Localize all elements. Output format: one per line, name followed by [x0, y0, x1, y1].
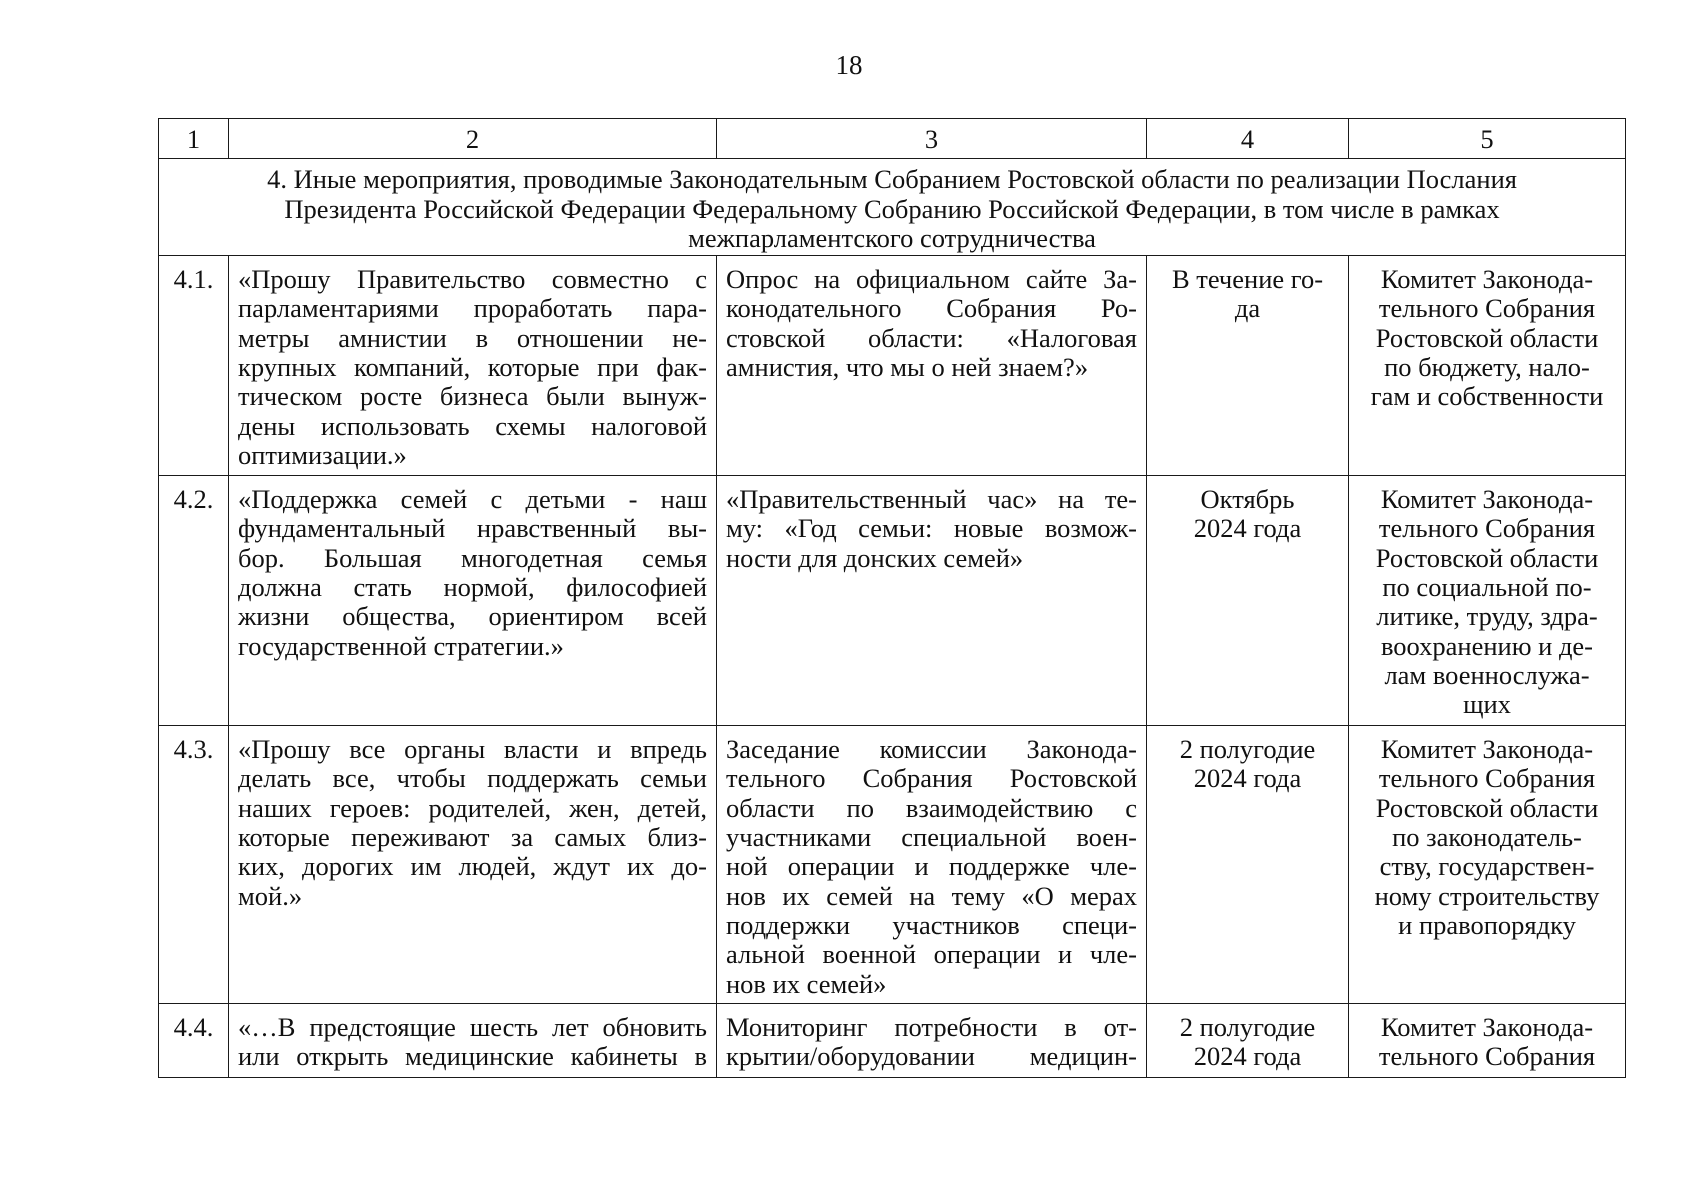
header-cell: 3 — [717, 119, 1147, 159]
responsible-line: Комитет Законода- — [1380, 484, 1594, 515]
quote-line: государственной стратегии.» — [238, 630, 564, 661]
section-title-line: 4. Иные мероприятия, проводимые Законодательным Собранием Ростовской области по реализации Послания — [267, 164, 1517, 195]
quote-line: бор. Большая многодетная семья — [238, 542, 707, 573]
responsible-line: по законодатель- — [1392, 822, 1582, 853]
event-line: участниками специальной воен- — [726, 822, 1137, 853]
event-line: му: «Год семьи: новые возмож- — [726, 513, 1137, 544]
responsible-line: Комитет Законода- — [1380, 1012, 1594, 1043]
section-row — [159, 159, 1626, 256]
quote-line: жизни общества, ориентиром всей — [238, 601, 707, 632]
term-line: 2 полугодие — [1179, 1012, 1316, 1043]
term-line: В течение го- — [1171, 264, 1324, 295]
event-line: тельного Собрания Ростовской — [726, 763, 1137, 794]
quote-line: которые переживают за самых близ- — [238, 822, 707, 853]
event-line: крытии/оборудовании медицин- — [726, 1041, 1137, 1072]
quote-line: «…В предстоящие шесть лет обновить — [238, 1012, 707, 1043]
responsible-line: Ростовской области — [1375, 792, 1599, 823]
row-number: 4.1. — [159, 256, 229, 476]
term-cell — [1147, 726, 1349, 1004]
quote-line: должна стать нормой, философией — [238, 572, 707, 603]
event-line: нов их семей» — [726, 968, 887, 999]
quote-line: «Прошу все органы власти и впредь — [238, 734, 707, 765]
quote-line: делать все, чтобы поддержать семьи — [238, 763, 707, 794]
event-line: Опрос на официальном сайте За- — [726, 264, 1137, 295]
section-title — [159, 159, 1626, 256]
table-row — [159, 256, 1626, 476]
table-row — [159, 476, 1626, 726]
event-cell — [717, 256, 1147, 476]
quote-line: дены использовать схемы налоговой — [238, 410, 707, 441]
responsible-line: Ростовской области — [1375, 542, 1599, 573]
row-number: 4.2. — [159, 476, 229, 726]
plan-table — [158, 118, 1626, 1078]
responsible-cell — [1349, 726, 1626, 1004]
section-title-line: межпарламентского сотрудничества — [688, 222, 1096, 253]
responsible-line: щих — [1463, 689, 1511, 720]
section-title-line: Президента Российской Федерации Федеральному Собранию Российской Федерации, в том числе в рамках — [284, 193, 1500, 224]
quote-line: фундаментальный нравственный вы- — [238, 513, 707, 544]
responsible-line: ству, государствен- — [1379, 851, 1595, 882]
event-line: ной операции и поддержке чле- — [726, 851, 1137, 882]
quote-line: наших героев: родителей, жен, детей, — [238, 792, 707, 823]
responsible-line: лам военнослужа- — [1384, 659, 1590, 690]
event-line: альной военной операции и чле- — [726, 939, 1137, 970]
president-quote-cell — [229, 1004, 717, 1078]
president-quote-cell — [229, 726, 717, 1004]
page-number: 18 — [835, 50, 863, 80]
responsible-line: ному строительству — [1374, 880, 1600, 911]
responsible-line: Ростовской области — [1375, 322, 1599, 353]
quote-line: «Прошу Правительство совместно с — [238, 264, 707, 295]
event-line: Заседание комиссии Законода- — [726, 734, 1137, 765]
responsible-line: по социальной по- — [1382, 572, 1592, 603]
header-cell: 4 — [1147, 119, 1349, 159]
event-cell — [717, 726, 1147, 1004]
responsible-line: литике, труду, здра- — [1376, 601, 1598, 632]
responsible-line: тельного Собрания — [1378, 513, 1596, 544]
event-line: Мониторинг потребности в от- — [726, 1012, 1137, 1043]
table-row — [159, 1004, 1626, 1078]
table-row — [159, 726, 1626, 1004]
row-number: 4.4. — [159, 1004, 229, 1078]
table-header-row — [159, 119, 1626, 159]
header-cell: 1 — [159, 119, 229, 159]
responsible-line: по бюджету, нало- — [1384, 352, 1590, 383]
responsible-line: гам и собственности — [1370, 381, 1604, 412]
event-line: амнистия, что мы о ней знаем?» — [726, 352, 1089, 383]
term-line: 2024 года — [1193, 763, 1302, 794]
responsible-line: Комитет Законода- — [1380, 264, 1594, 295]
responsible-line: и правопорядку — [1398, 909, 1576, 940]
event-line: «Правительственный час» на те- — [726, 484, 1137, 515]
responsible-line: воохранению и де- — [1380, 630, 1594, 661]
header-cell: 2 — [229, 119, 717, 159]
quote-line: ких, дорогих им людей, ждут их до- — [238, 851, 707, 882]
term-cell — [1147, 476, 1349, 726]
event-line: нов их семей на тему «О мерах — [726, 880, 1137, 911]
quote-line: метры амнистии в отношении не- — [238, 322, 707, 353]
term-line: 2024 года — [1193, 513, 1302, 544]
quote-line: или открыть медицинские кабинеты в — [238, 1041, 707, 1072]
president-quote-cell — [229, 256, 717, 476]
responsible-cell — [1349, 256, 1626, 476]
term-cell — [1147, 256, 1349, 476]
responsible-line: тельного Собрания — [1378, 1041, 1596, 1072]
term-cell — [1147, 1004, 1349, 1078]
responsible-line: тельного Собрания — [1378, 293, 1596, 324]
president-quote-cell — [229, 476, 717, 726]
event-line: области по взаимодействию с — [726, 792, 1137, 823]
quote-line: оптимизации.» — [238, 439, 407, 470]
event-line: стовской области: «Налоговая — [726, 322, 1137, 353]
term-line: да — [1234, 293, 1261, 324]
event-line: конодательного Собрания Ро- — [726, 293, 1137, 324]
quote-line: мой.» — [238, 880, 303, 911]
quote-line: тическом росте бизнеса были вынуж- — [238, 381, 707, 412]
responsible-line: Комитет Законода- — [1380, 734, 1594, 765]
event-line: ности для донских семей» — [726, 542, 1024, 573]
event-cell — [717, 1004, 1147, 1078]
responsible-cell — [1349, 1004, 1626, 1078]
event-cell — [717, 476, 1147, 726]
quote-line: парламентариями проработать пара- — [238, 293, 707, 324]
term-line: Октябрь — [1200, 484, 1295, 515]
event-line: поддержки участников специ- — [726, 909, 1137, 940]
responsible-cell — [1349, 476, 1626, 726]
quote-line: «Поддержка семей с детьми - наш — [238, 484, 707, 515]
row-number: 4.3. — [159, 726, 229, 1004]
responsible-line: тельного Собрания — [1378, 763, 1596, 794]
term-line: 2024 года — [1193, 1041, 1302, 1072]
term-line: 2 полугодие — [1179, 734, 1316, 765]
quote-line: крупных компаний, которые при фак- — [238, 352, 707, 383]
header-cell: 5 — [1349, 119, 1626, 159]
